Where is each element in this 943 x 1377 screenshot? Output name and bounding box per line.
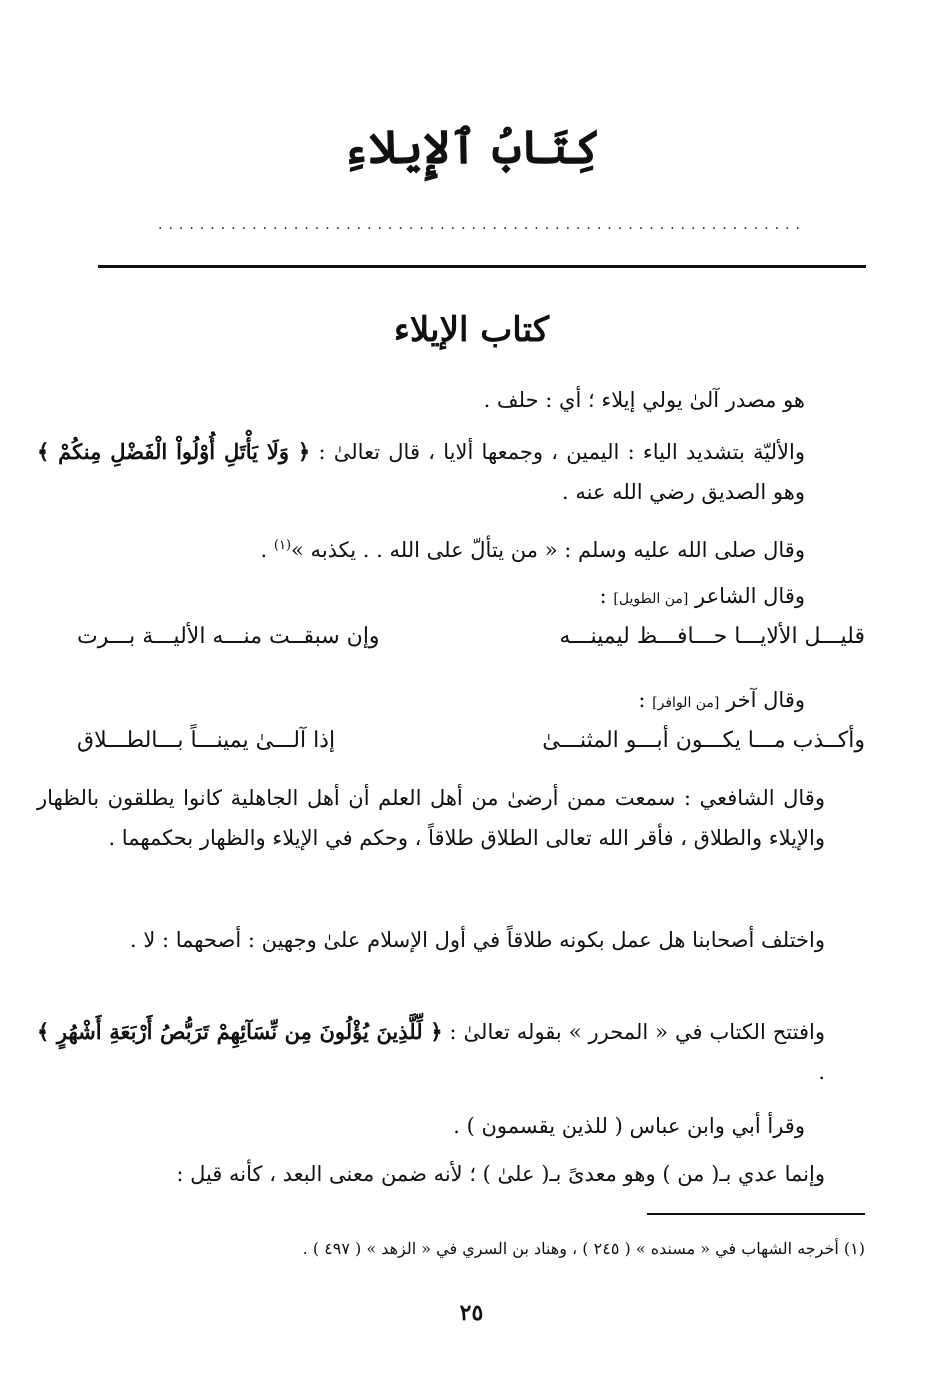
verse-hemistich-left: إذا آلـــىٰ يمينـــاً بـــالطـــلاق	[77, 728, 336, 753]
footnote-separator	[647, 1213, 865, 1215]
section-title: كتاب الإيلاء	[393, 310, 550, 350]
paragraph-5	[37, 680, 845, 723]
paragraph-6: وقال الشافعي : سمعت ممن أرضىٰ من أهل العلم أن أهل الجاهلية كانوا يطلقون بالظهار والإيلاء والطلاق ، فأقر الله تعالى الطلاق طلاقاً ، وحكم في الإيلاء والظهار بحكمهما .	[37, 786, 825, 850]
paragraph-8	[37, 1012, 865, 1092]
poet-intro: وقال الشاعر	[688, 584, 805, 608]
verse-hemistich-right: وأكــذب مـــا يكـــون أبـــو المثنـــىٰ	[542, 728, 865, 753]
verse-hemistich-right: قليـــل الألايـــا حـــافـــظ ليمينـــه	[559, 624, 865, 649]
footnote-marker: (١)	[273, 538, 292, 553]
meter-label: [من الوافر]	[652, 695, 720, 711]
page-number: ٢٥	[459, 1300, 484, 1326]
paragraph-2	[37, 432, 845, 512]
verse-line-1	[77, 624, 865, 649]
paragraph-3	[37, 526, 845, 570]
poet-intro: وقال آخر	[719, 688, 805, 712]
paragraph-10: وإنما عدي بـ( من ) وهو معدىً بـ( علىٰ ) ؛ لأنه ضمن معنى البعد ، كأنه قيل :	[176, 1162, 825, 1186]
quran-verse: ﴿ وَلَا يَأْتَلِ أُوْلُواْ الْفَضْلِ مِنكُمْ ﴾	[37, 439, 311, 464]
paragraph-9: وقرأ أبي وابن عباس ( للذين يقسمون ) .	[453, 1114, 805, 1138]
paragraph-8-end: .	[818, 1060, 825, 1084]
quran-verse: ﴿ لِّلَّذِينَ يُؤْلُونَ مِن نِّسَآئِهِمْ تَرَبُّصُ أَرْبَعَةِ أَشْهُرٍ ﴾	[37, 1019, 443, 1044]
hadith-text: وقال صلى الله عليه وسلم : « من يتألّ على الله . . يكذبه »	[291, 538, 805, 562]
paragraph-2-text-a: والأليّة بتشديد الياء : اليمين ، وجمعها ألايا ، قال تعالىٰ :	[310, 440, 805, 464]
meter-label: [من الطويل]	[613, 591, 689, 607]
book-chapter-title: كِتَابُ ٱلإِيلاءِ	[342, 120, 601, 174]
verse-hemistich-left: وإن سبقــت منـــه الأليـــة بـــرت	[77, 624, 380, 649]
paragraph-4	[37, 576, 845, 619]
poet-intro-end: :	[599, 584, 614, 608]
paragraph-3-end: .	[260, 538, 274, 562]
paragraph-2-text-b: وهو الصديق رضي الله عنه .	[562, 480, 805, 504]
dotted-separator: ..............................................................	[158, 218, 806, 232]
paragraph-8-text-a: وافتتح الكتاب في « المحرر » بقوله تعالىٰ :	[442, 1020, 825, 1044]
paragraph-1: هو مصدر آلىٰ يولي إيلاء ؛ أي : حلف .	[483, 388, 805, 412]
poet-intro-end: :	[638, 688, 653, 712]
paragraph-7: واختلف أصحابنا هل عمل بكونه طلاقاً في أول الإسلام علىٰ وجهين : أصحهما : لا .	[129, 928, 825, 952]
horizontal-rule	[98, 265, 866, 268]
footnote: (١) أخرجه الشهاب في « مسنده » ( ٢٤٥ ) ، وهناد بن السري في « الزهد » ( ٤٩٧ ) .	[302, 1239, 865, 1258]
verse-line-2	[77, 728, 865, 753]
